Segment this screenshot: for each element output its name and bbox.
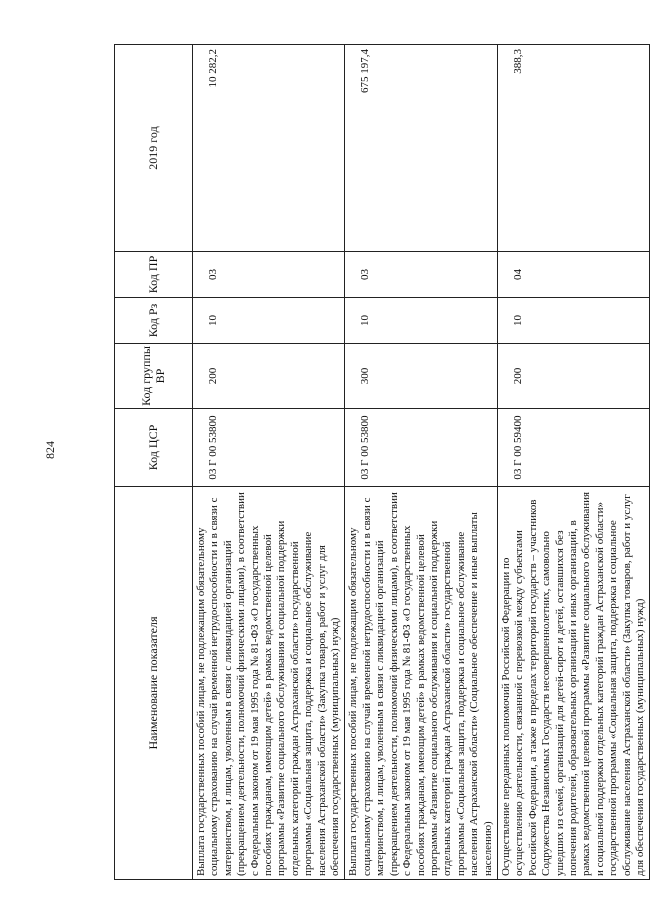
cell-csr: 03 Г 00 59400 — [497, 409, 649, 487]
cell-name: Выплата государственных пособий лицам, не подлежащим обязательному социальному страхованию на случай временной нетрудоспособности и в связи с материнством, и лицам, уволенным в связи с ликвидацией организаций (прекращением деятельности, полномочий физическими лицами), в соответствии с Федеральным законом от 19 мая 1995 года № 81-ФЗ «О государственных пособиях гражданам, имеющим детей» в рамках ведомственной целевой программы «Развитие социального обслуживания и социальной поддержки отдельных категорий граждан Астраханской области» государственной программы «Социальная защита, поддержка и социальное обслуживание населения Астраханской области» (Социальное обеспечение и иные выплаты населению) — [345, 487, 497, 880]
header-rz: Код Рз — [115, 298, 193, 344]
cell-year: 10 282,2 — [193, 45, 345, 252]
cell-year: 388,3 — [497, 45, 649, 252]
cell-year: 675 197,4 — [345, 45, 497, 252]
cell-pr: 03 — [193, 252, 345, 298]
cell-rz: 10 — [497, 298, 649, 344]
cell-pr: 04 — [497, 252, 649, 298]
rotated-table-frame — [114, 45, 646, 880]
table-row — [345, 45, 497, 880]
header-name: Наименование показателя — [115, 487, 193, 880]
header-year: 2019 год — [115, 45, 193, 252]
cell-vr: 200 — [497, 344, 649, 409]
cell-vr: 300 — [345, 344, 497, 409]
table-container — [114, 45, 646, 880]
table-row — [497, 45, 649, 880]
table-row — [193, 45, 345, 880]
page-number: 824 — [43, 441, 57, 459]
cell-name: Осуществление переданных полномочий Российской Федерации по осуществлению деятельности, связанной с перевозкой между субъектами Российской Федерации, а также в пределах территорий государств – участников Содружества Независимых Государств несовершеннолетних, самовольно ушедших из семей, организаций для детей-сирот и детей, оставшихся без попечения родителей, образовательных организаций и иных организаций, в рамках ведомственной целевой программы «Развитие социального обслуживания и социальной поддержки отдельных категорий граждан Астраханской области» государственной программы «Социальная защита, поддержка и социальное обслуживание населения Астраханской области» (Закупка товаров, работ и услуг для обеспечения государственных (муниципальных) нужд) — [497, 487, 649, 880]
cell-csr: 03 Г 00 53800 — [193, 409, 345, 487]
cell-rz: 10 — [193, 298, 345, 344]
header-pr: Код ПР — [115, 252, 193, 298]
cell-name: Выплата государственных пособий лицам, не подлежащим обязательному социальному страхованию на случай временной нетрудоспособности и в связи с материнством, и лицам, уволенным в связи с ликвидацией организаций (прекращением деятельности, полномочий физическими лицами), в соответствии с Федеральным законом от 19 мая 1995 года № 81-ФЗ «О государственных пособиях гражданам, имеющим детей» в рамках ведомственной целевой программы «Развитие социального обслуживания и социальной поддержки отдельных категорий граждан Астраханской области» государственной программы «Социальная защита, поддержка и социальное обслуживание населения Астраханской области» (Закупка товаров, работ и услуг для обеспечения государственных (муниципальных) нужд) — [193, 487, 345, 880]
budget-table — [114, 44, 650, 880]
cell-pr: 03 — [345, 252, 497, 298]
cell-rz: 10 — [345, 298, 497, 344]
cell-vr: 200 — [193, 344, 345, 409]
header-row — [115, 45, 193, 880]
header-vr: Код группы ВР — [115, 344, 193, 409]
cell-csr: 03 Г 00 53800 — [345, 409, 497, 487]
header-csr: Код ЦСР — [115, 409, 193, 487]
